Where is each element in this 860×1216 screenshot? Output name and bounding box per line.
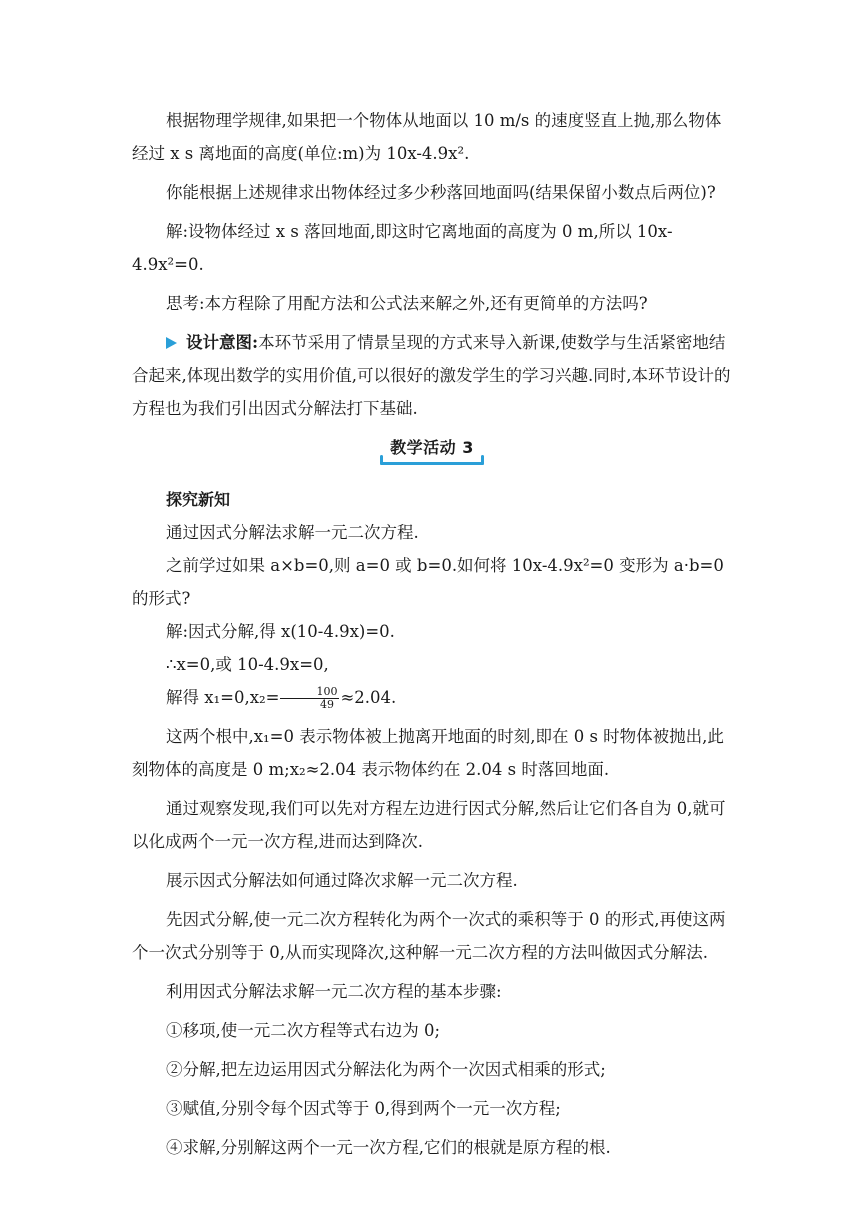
definition-paragraph: 先因式分解,使一元二次方程转化为两个一次式的乘积等于 0 的形式,再使这两个一次式分别等于 0,从而实现降次,这种解一元二次方程的方法叫做因式分解法. (132, 910, 726, 962)
step-3: ③赋值,分别令每个因式等于 0,得到两个一元一次方程; (166, 1099, 561, 1118)
show-paragraph: 展示因式分解法如何通过降次求解一元二次方程. (166, 871, 518, 890)
solution-prefix: 解得 x₁=0,x₂= (166, 688, 280, 707)
fraction (280, 686, 339, 711)
explore-line-4: ∴x=0,或 10-4.9x=0, (166, 655, 329, 674)
solution-suffix: ≈2.04. (340, 688, 397, 707)
observe-paragraph: 通过观察发现,我们可以先对方程左边进行因式分解,然后让它们各自为 0,就可以化成两个一元一次方程,进而达到降次. (132, 799, 726, 851)
activity-title (380, 435, 484, 463)
intro-paragraph-3: 解:设物体经过 x s 落回地面,即这时它离地面的高度为 0 m,所以 10x-4.9x²=0. (132, 222, 673, 274)
design-intent-label: 设计意图: (186, 333, 259, 352)
intro-paragraph-4: 思考:本方程除了用配方法和公式法来解之外,还有更简单的方法吗? (166, 294, 648, 313)
explore-line-2: 之前学过如果 a×b=0,则 a=0 或 b=0.如何将 10x-4.9x²=0 变形为 a·b=0 的形式? (132, 556, 724, 608)
activity-title-text: 教学活动 3 (390, 438, 474, 457)
activity-banner (132, 431, 732, 467)
activity-underline-left-cap (380, 455, 383, 465)
fraction-denominator: 49 (319, 698, 334, 711)
fraction-numerator: 100 (280, 686, 339, 699)
step-2: ②分解,把左边运用因式分解法化为两个一次因式相乘的形式; (166, 1060, 606, 1079)
step-4: ④求解,分别解这两个一元一次方程,它们的根就是原方程的根. (166, 1138, 611, 1157)
steps-intro: 利用因式分解法求解一元二次方程的基本步骤: (166, 982, 502, 1001)
explore-heading: 探究新知 (166, 490, 231, 509)
explore-line-5 (132, 681, 732, 714)
activity-underline (380, 462, 484, 465)
explore-line-3: 解:因式分解,得 x(10-4.9x)=0. (166, 622, 395, 641)
design-intent-text: 本环节采用了情景呈现的方式来导入新课,使数学与生活紧密地结合起来,体现出数学的实用价值,可以很好的激发学生的学习兴趣.同时,本环节设计的方程也为我们引出因式分解法打下基础. (132, 333, 731, 418)
roots-paragraph: 这两个根中,x₁=0 表示物体被上抛离开地面的时刻,即在 0 s 时物体被抛出,此刻物体的高度是 0 m;x₂≈2.04 表示物体约在 2.04 s 时落回地面. (132, 727, 724, 779)
intro-paragraph-2: 你能根据上述规律求出物体经过多少秒落回地面吗(结果保留小数点后两位)? (166, 183, 716, 202)
activity-underline-right-cap (481, 455, 484, 465)
design-intent-block (132, 326, 732, 425)
intro-paragraph-1: 根据物理学规律,如果把一个物体从地面以 10 m/s 的速度竖直上抛,那么物体经过 x s 离地面的高度(单位:m)为 10x-4.9x². (132, 111, 722, 163)
explore-line-1: 通过因式分解法求解一元二次方程. (166, 523, 419, 542)
step-1: ①移项,使一元二次方程等式右边为 0; (166, 1021, 441, 1040)
triangle-bullet-icon (166, 337, 177, 349)
